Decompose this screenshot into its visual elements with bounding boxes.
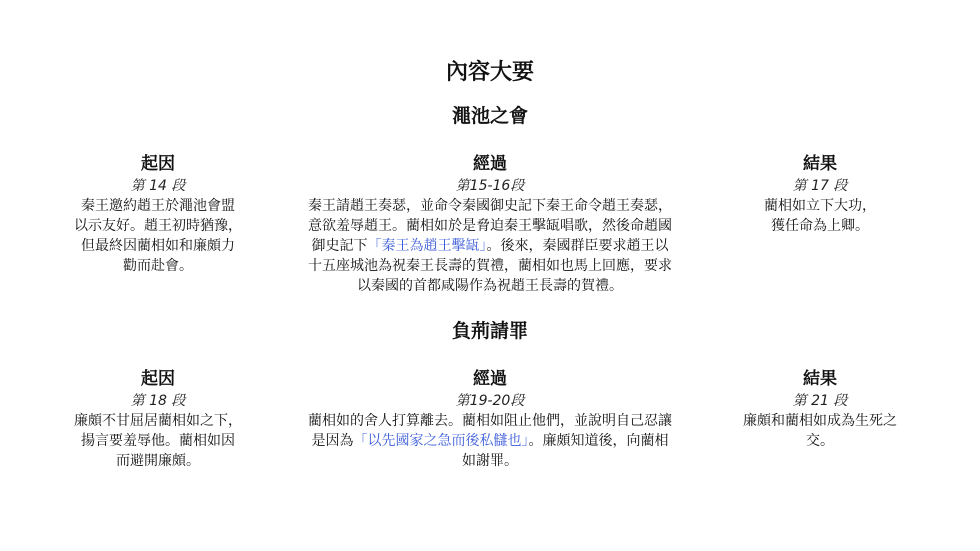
section2-result-column [720,367,920,451]
section-title-fujing: 負荊請罪 [451,320,528,342]
section2-process-column [270,367,710,471]
body-line: 藺相如的舍人打算離去。藺相如阻止他們，並說明自己忍讓 [308,413,672,429]
body-line: 但最終因藺相如和廉頗力 [81,238,235,254]
paragraph-ref: 第 14 段 [130,178,186,194]
column-body [58,411,258,471]
page-title: 內容大要 [445,60,534,85]
column-body [270,196,710,296]
paragraph-ref: 第 17 段 [792,178,848,194]
body-line: 如謝罪。 [462,453,518,469]
column-body [58,196,258,276]
section1-result-column [720,152,920,236]
column-heading: 結果 [803,369,837,389]
highlighted-quote: 「秦王為趙王擊缻」 [367,238,487,254]
body-text: 。後來，秦國群臣要求趙王以 [486,238,669,254]
body-text: 。廉頗知道後，向藺相 [528,433,669,449]
body-line: 以秦國的首都咸陽作為祝趙王長壽的賀禮。 [357,278,623,294]
section1-cause-column [58,152,258,276]
body-line: 藺相如立下大功， [764,198,876,214]
column-heading: 經過 [473,369,507,389]
column-heading: 經過 [473,154,507,174]
body-line: 獲任命為上卿。 [771,218,869,234]
body-line [270,431,710,451]
column-body [270,411,710,471]
body-line: 以示友好。趙王初時猶豫， [74,218,242,234]
body-line [270,236,710,256]
paragraph-ref: 第 21 段 [792,393,848,409]
body-line: 廉頗和藺相如成為生死之 [743,413,897,429]
column-body [720,411,920,451]
body-line: 十五座城池為祝秦王長壽的賀禮，藺相如也馬上回應，要求 [308,258,672,274]
body-text: 是因為 [311,433,354,449]
body-line: 秦王邀約趙王於澠池會盟 [81,198,235,214]
column-heading: 起因 [141,154,175,174]
section-title-mianchi: 澠池之會 [451,105,528,127]
body-line: 秦王請趙王奏瑟，並命令秦國御史記下秦王命令趙王奏瑟， [308,198,672,214]
body-line: 交。 [806,433,834,449]
section1-process-column [270,152,710,296]
body-line: 勸而赴會。 [123,258,193,274]
paragraph-ref: 第 18 段 [130,393,186,409]
body-line: 而避開廉頗。 [116,453,200,469]
body-line: 廉頗不甘屈居藺相如之下， [74,413,242,429]
body-text: 御史記下 [311,238,368,254]
paragraph-ref: 第19-20段 [455,393,525,409]
body-line: 揚言要羞辱他。藺相如因 [81,433,235,449]
column-heading: 結果 [803,154,837,174]
section2-cause-column [58,367,258,471]
body-line: 意欲羞辱趙王。藺相如於是脅迫秦王擊缻唱歌，然後命趙國 [308,218,672,234]
paragraph-ref: 第15-16段 [455,178,525,194]
highlighted-quote: 「以先國家之急而後私讎也」 [353,433,529,449]
column-body [720,196,920,236]
column-heading: 起因 [141,369,175,389]
